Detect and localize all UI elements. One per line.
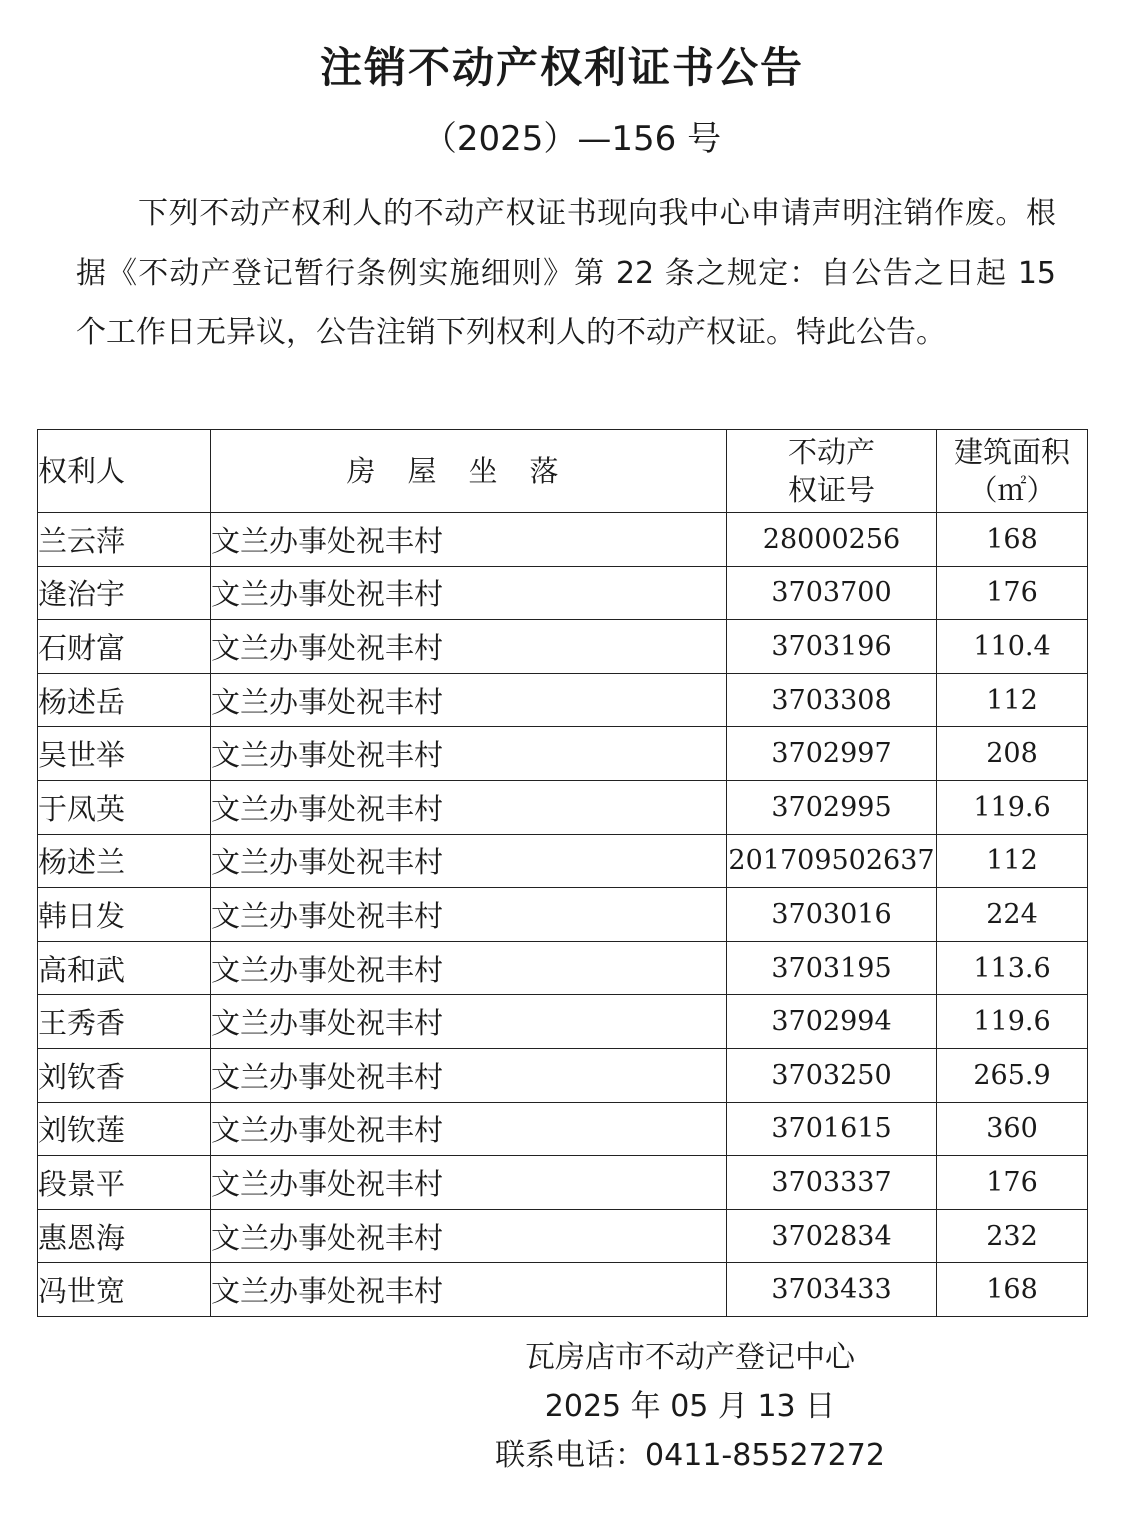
address-cell: 文兰办事处祝丰村 [211,1102,727,1156]
certificate-number-cell: 3702995 [727,780,937,834]
owner-cell: 冯世宽 [38,1263,211,1317]
area-cell: 113.6 [937,941,1088,995]
certificate-number-cell: 3703250 [727,1048,937,1102]
address-cell: 文兰办事处祝丰村 [211,673,727,727]
issue-date: 2025 年 05 月 13 日 [544,1389,836,1424]
address-cell: 文兰办事处祝丰村 [211,995,727,1049]
table-row [38,995,1088,1049]
owner-cell: 刘钦香 [38,1048,211,1102]
address-cell: 文兰办事处祝丰村 [211,834,727,888]
address-cell: 文兰办事处祝丰村 [211,888,727,942]
notice-body: 下列不动产权利人的不动产权证书现向我中心申请声明注销作废。根据《不动产登记暂行条例实施细则》第 22 条之规定：自公告之日起 15 个工作日无异议，公告注销下列权利人的不动产权证。特此公告。 [76,196,1056,350]
certificate-number-cell: 3703016 [727,888,937,942]
area-cell: 224 [937,888,1088,942]
certificate-number-cell: 3703337 [727,1156,937,1210]
area-cell: 112 [937,834,1088,888]
header-certificate [727,430,937,513]
table-row [38,620,1088,674]
owner-cell: 逄治宇 [38,566,211,620]
header-area [937,430,1088,513]
table-row [38,1156,1088,1210]
table-header-row [38,430,1088,513]
certificate-number-cell: 3703195 [727,941,937,995]
certificate-number-cell: 3701615 [727,1102,937,1156]
owner-cell: 高和武 [38,941,211,995]
area-cell: 119.6 [937,780,1088,834]
table-row [38,941,1088,995]
area-cell: 176 [937,566,1088,620]
owner-cell: 王秀香 [38,995,211,1049]
owner-cell: 杨述兰 [38,834,211,888]
certificate-number-cell: 3703700 [727,566,937,620]
table-row [38,513,1088,567]
table-row [38,1209,1088,1263]
area-cell: 168 [937,1263,1088,1317]
owner-cell: 石财富 [38,620,211,674]
header-area-line1: 建筑面积 [953,435,1070,469]
area-cell: 265.9 [937,1048,1088,1102]
table-row [38,1048,1088,1102]
area-cell: 119.6 [937,995,1088,1049]
certificate-number-cell: 3703196 [727,620,937,674]
address-cell: 文兰办事处祝丰村 [211,727,727,781]
owner-cell: 惠恩海 [38,1209,211,1263]
header-address: 房屋坐落 [211,430,727,513]
area-cell: 168 [937,513,1088,567]
certificate-number-cell: 28000256 [727,513,937,567]
area-cell: 208 [937,727,1088,781]
address-cell: 文兰办事处祝丰村 [211,941,727,995]
owner-cell: 刘钦莲 [38,1102,211,1156]
owner-cell: 兰云萍 [38,513,211,567]
header-owner: 权利人 [38,430,211,513]
area-cell: 110.4 [937,620,1088,674]
area-cell: 232 [937,1209,1088,1263]
table-row [38,673,1088,727]
notice-number: （2025）—156 号 [422,119,722,159]
issuing-organization: 瓦房店市不动产登记中心 [525,1340,855,1375]
certificate-number-cell: 3702994 [727,995,937,1049]
table-row [38,1102,1088,1156]
certificate-number-cell: 3702834 [727,1209,937,1263]
area-cell: 176 [937,1156,1088,1210]
address-cell: 文兰办事处祝丰村 [211,513,727,567]
address-cell: 文兰办事处祝丰村 [211,1209,727,1263]
table-row [38,888,1088,942]
records-body [38,513,1088,1317]
area-cell: 360 [937,1102,1088,1156]
certificate-number-cell: 3703433 [727,1263,937,1317]
table-row [38,566,1088,620]
header-certificate-line1: 不动产 [787,435,875,469]
address-cell: 文兰办事处祝丰村 [211,566,727,620]
contact-phone: 联系电话：0411-85527272 [495,1438,885,1473]
page-title: 注销不动产权利证书公告 [319,43,804,92]
address-cell: 文兰办事处祝丰村 [211,1263,727,1317]
owner-cell: 吴世举 [38,727,211,781]
owner-cell: 段景平 [38,1156,211,1210]
header-certificate-line2: 权证号 [787,473,875,507]
header-area-line2: （㎡） [968,473,1056,507]
certificate-number-cell: 3702997 [727,727,937,781]
owner-cell: 杨述岳 [38,673,211,727]
area-cell: 112 [937,673,1088,727]
table-row [38,834,1088,888]
address-cell: 文兰办事处祝丰村 [211,620,727,674]
table-row [38,1263,1088,1317]
owner-cell: 于凤英 [38,780,211,834]
records-table [37,429,1088,1317]
table-row [38,727,1088,781]
certificate-number-cell: 201709502637 [727,834,937,888]
table-row [38,780,1088,834]
address-cell: 文兰办事处祝丰村 [211,780,727,834]
certificate-number-cell: 3703308 [727,673,937,727]
address-cell: 文兰办事处祝丰村 [211,1156,727,1210]
address-cell: 文兰办事处祝丰村 [211,1048,727,1102]
owner-cell: 韩日发 [38,888,211,942]
